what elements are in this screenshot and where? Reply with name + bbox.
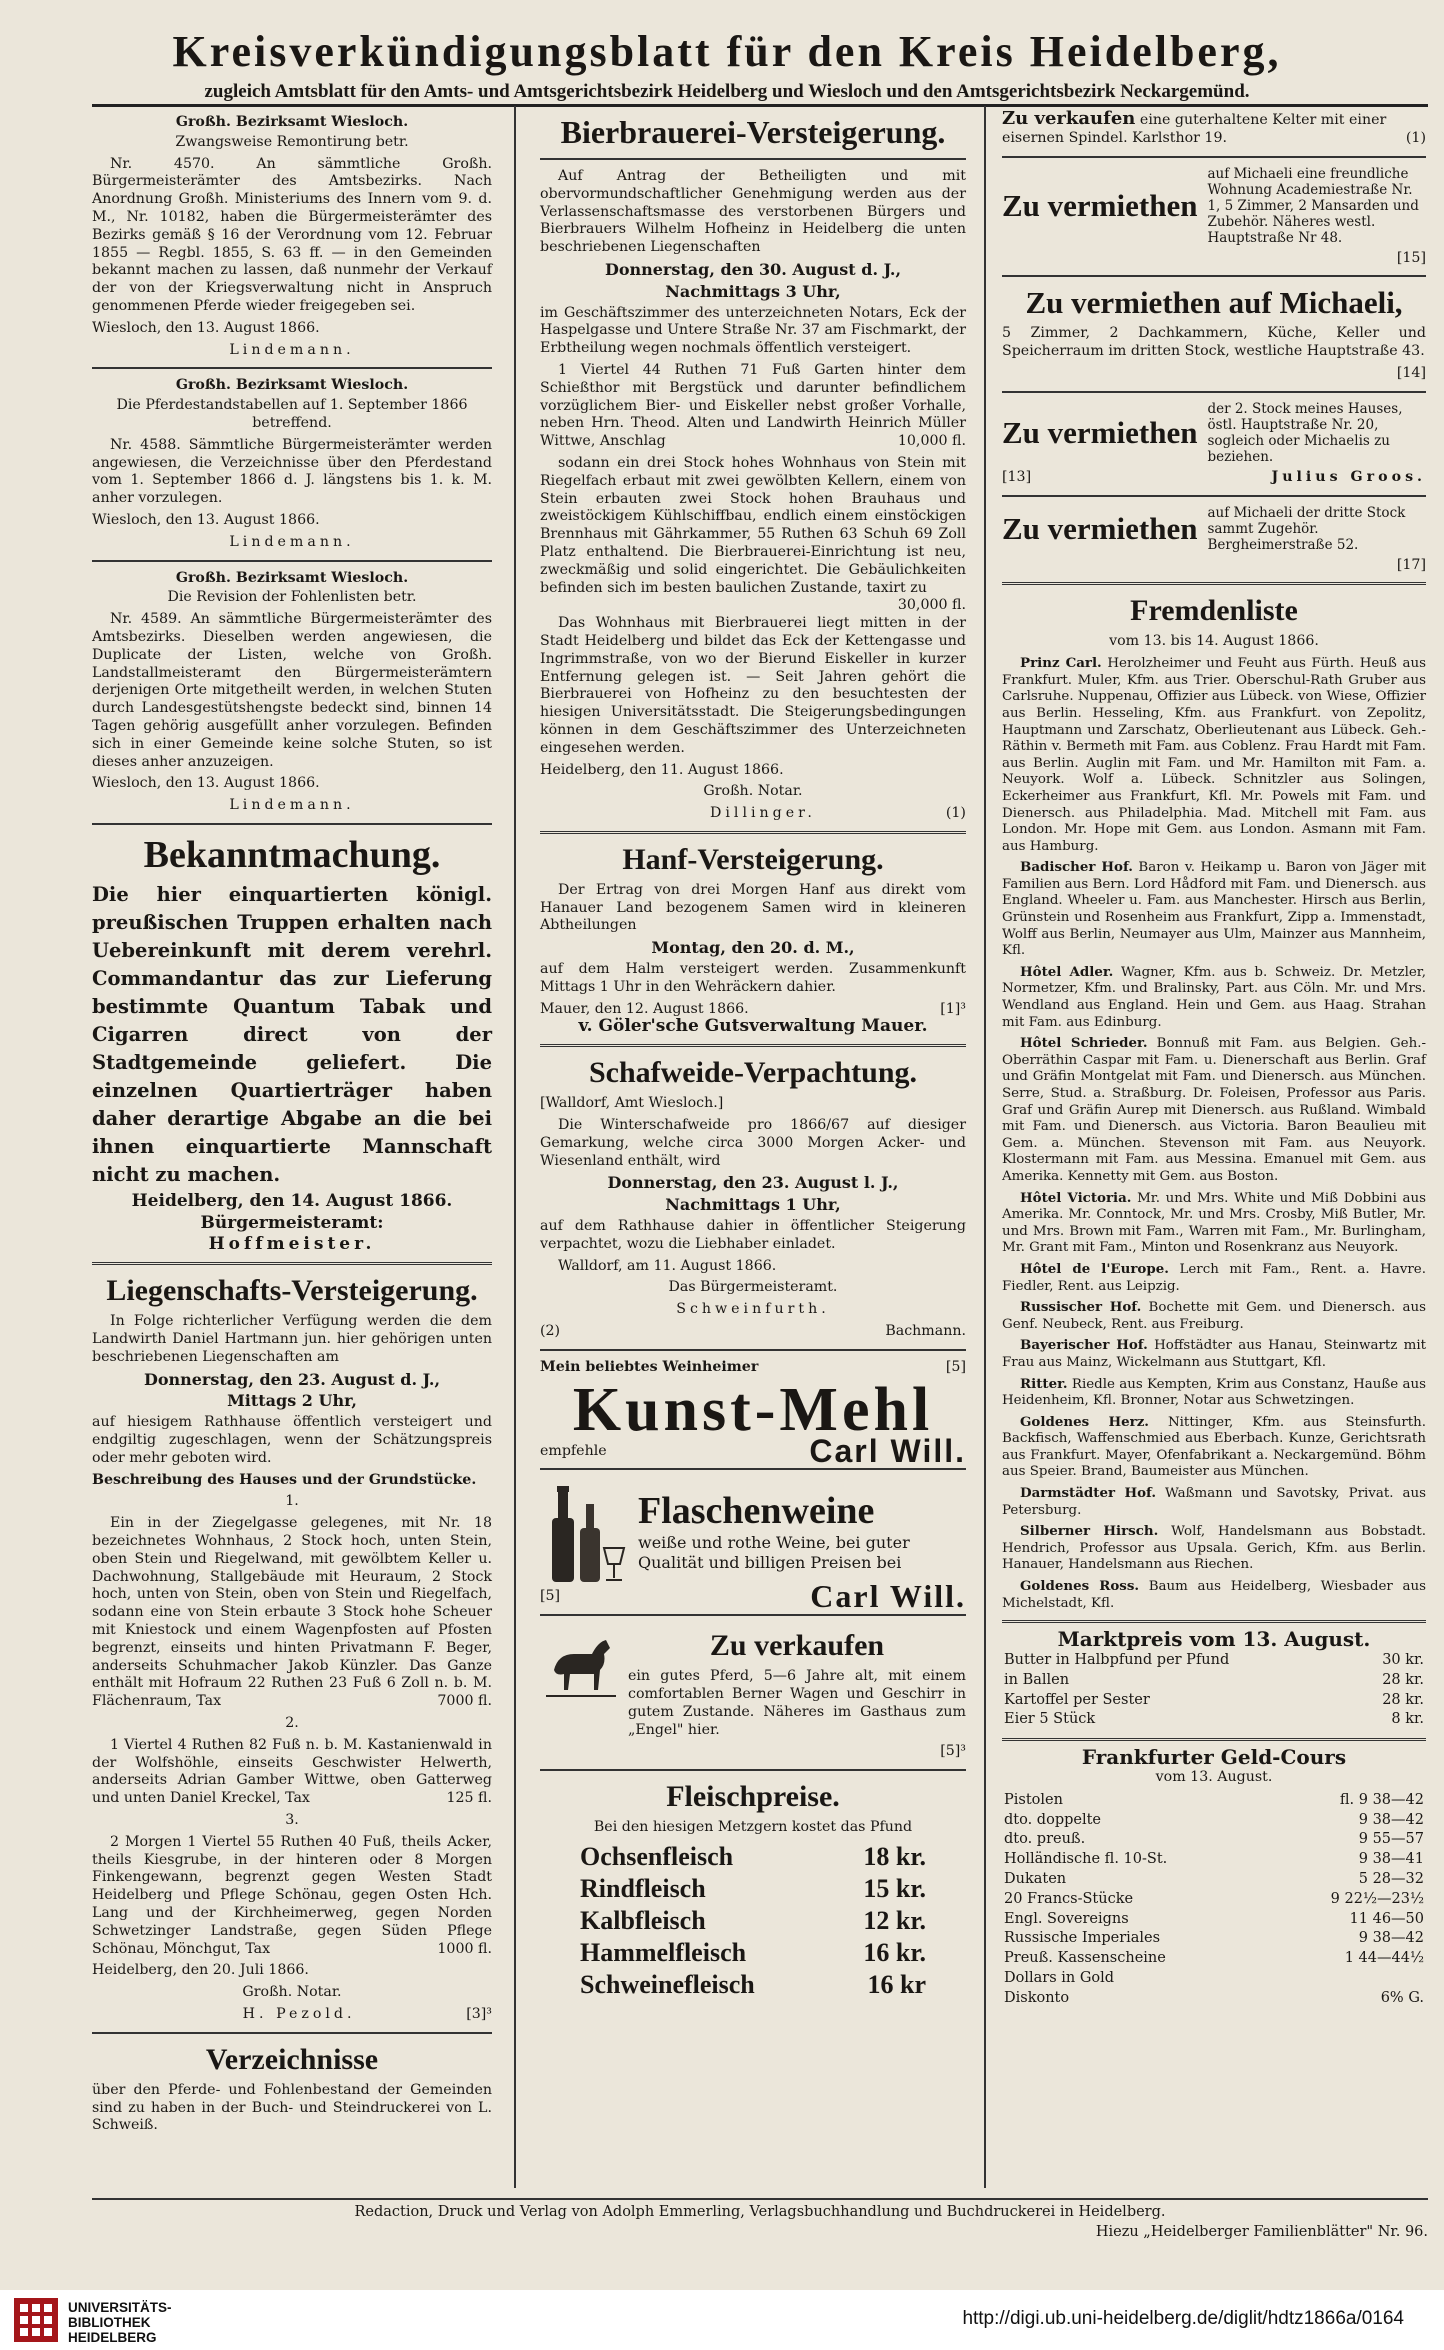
currency-rate-label: Diskonto: [1004, 1989, 1070, 2006]
divider: [540, 1769, 966, 1771]
imprint-footer: [92, 2198, 1428, 2244]
currency-rate-label: Pistolen: [1004, 1791, 1063, 1808]
notice-body: Nr. 4589. An sämmtliche Bürgermeisterämter des Amtsbezirks. Dieselben werden angewiesen, die Duplicate der Listen, welche von Großh. Landstallmeisteramt den Bürgermeisterämtern derjenigen Orte mitgetheilt werden, in welchen Stuten durch Landesgestütshengste bedeckt sind, binnen 14 Tagen gehörig ausgefüllt anher vorzulegen. Befinden sich in einer Gemeinde keine solche Stuten, so ist dieses anher anzuzeigen.: [92, 611, 492, 770]
pasture-lease-ref: (2): [540, 1323, 561, 1340]
meat-price: 16 kr: [867, 1970, 926, 1999]
guest-list-title: Fremdenliste: [1130, 594, 1298, 628]
table-row: [540, 1937, 966, 1969]
currency-rates-title: Frankfurter Geld-Cours: [1081, 1745, 1347, 1770]
divider: [540, 158, 966, 160]
table-row: [1002, 1910, 1426, 1930]
divider: [540, 831, 966, 834]
supplement-note: Hiezu „Heidelberger Familienblätter" Nr. 96.: [1095, 2224, 1428, 2240]
notice-body: Nr. 4570. An sämmtliche Großh. Bürgermeisterämter des Amtsbezirks. Nach Anordnung Großh. Ministeriums des Innern vom 9. d. M., Nr. 10182, haben die Bürgermeisterämter des Bezirks gemäß § 16 der Verordnung vom 12. Februar 1855 — Regbl. 1855, S. 63 ff. — in den Gemeinden bekannt machen zu lassen, daß nunmehr der Verkauf der von der Kriegsverwaltung nicht in Anspruch genommenen Pferde wieder freigegeben sei.: [92, 155, 492, 314]
divider: [92, 2032, 492, 2034]
table-row: [540, 1969, 966, 2001]
property-item-text: 1 Viertel 4 Ruthen 82 Fuß n. b. M. Kastanienwald in der Wolfshöhle, einseits Geschwister Helwerth, anderseits Adrian Gamber Wittwe, oben Gatterweg und unten Daniel Kreckel, Tax: [92, 1736, 492, 1807]
pasture-lease-day: Donnerstag, den 23. August l. J.,: [607, 1173, 899, 1193]
currency-rate-label: Preuß. Kassenscheine: [1004, 1950, 1166, 1967]
hemp-auction-body: Der Ertrag von drei Morgen Hanf aus direkt vom Hanauer Land bezogenem Samen wird in kleineren Abtheilungen: [540, 881, 966, 934]
property-auction-date: Heidelberg, den 20. Juli 1866.: [92, 1962, 309, 1979]
guest-list-entry: [1002, 964, 1426, 1031]
hemp-auction-signature: v. Göler'sche Gutsverwaltung Mauer.: [578, 1016, 928, 1037]
market-price-value: 30 kr.: [1382, 1652, 1424, 1669]
hemp-auction-ref: [1]³: [940, 1000, 966, 1017]
announcement-body: Die hier einquartierten königl. preußischen Truppen erhalten nach Uebereinkunft mit derem verehrl. Commandantur das zur Lieferung bestimmte Quantum Tabak und Cigarren direct von der Stadtgemeinde geliefert. Die einzelnen Quartierträger haben daher derartige Abgabe an die bei ihnen einquartierte Mannschaft nicht zu machen.: [92, 882, 492, 1186]
hotel-guests: Herolzheimer und Feuht aus Fürth. Heuß aus Frankfurt. Muler, Kfm. aus Trier. Oberschul-Rath Gruber aus Carlsruhe. Nuppenau, Offizier aus Lübeck. von Wiese, Offizier aus Berlin. Hesseling, Kfm. aus Frankfurt. von Zepolitz, Hauptmann und Zarschatz, Oberlieutenant aus Lübeck. Geh.-Räthin v. Bermeth mit Fam. aus Coblenz. Frau Hardt mit Fam. aus Berlin. Auglin mit Fam. und Mr. Hamilton mit Fam. a. Neuyork. Wolf a. Lübeck. Schnitzler aus Solingen, Eckerheimer aus Frankfurt, Kfl. Mr. Powels mit Fam. und Dienersch. aus Philadelphia. Mad. Mitchell mit Fam. aus London. Mr. Hope mit Gem. aus London. Asmann mit Fam. aus Hamburg.: [1002, 656, 1426, 854]
pasture-lease-title: Schafweide-Verpachtung.: [588, 1056, 918, 1090]
guest-list-entry: [1002, 1414, 1426, 1481]
guest-list-entry: [1002, 1337, 1426, 1371]
meat-prices-intro: Bei den hiesigen Metzgern kostet das Pfund: [593, 1819, 913, 1836]
divider: [1002, 391, 1426, 393]
property-item: [92, 1834, 492, 1959]
currency-rate-label: Holländische fl. 10-St.: [1004, 1851, 1168, 1868]
table-row: [1002, 1870, 1426, 1890]
brewery-auction-place: im Geschäftszimmer des unterzeichneten Notars, Eck der Haspelgasse und Untere Straße Nr. 37 am Fischmarkt, der Erbtheilung wegen nochmals öffentlich versteigert.: [540, 304, 966, 357]
currency-rate-value: 9 38—41: [1358, 1851, 1424, 1868]
property-item-price: 7000 fl.: [437, 1693, 492, 1710]
hotel-guests: Baum aus Heidelberg, Wiesbader aus Michelstadt, Kfl.: [1002, 1579, 1426, 1611]
currency-rate-value: 9 55—57: [1358, 1831, 1424, 1848]
column-left: [92, 110, 492, 2139]
meat-name: Schweinefleisch: [580, 1970, 755, 1999]
divider: [92, 367, 492, 369]
market-price-label: Kartoffel per Sester: [1004, 1691, 1150, 1708]
hemp-auction-date: Mauer, den 12. August 1866.: [540, 1000, 749, 1017]
horse-icon: [540, 1624, 620, 1704]
notice-heading: Großh. Bezirksamt Wiesloch.: [175, 377, 409, 394]
horse-sale-ref: [5]³: [940, 1743, 966, 1760]
library-bar: [0, 2290, 1444, 2350]
table-row: [1002, 1811, 1426, 1831]
notice-heading: Großh. Bezirksamt Wiesloch.: [175, 569, 409, 586]
meat-price: 18 kr.: [863, 1842, 926, 1871]
guest-list-entry: [1002, 1578, 1426, 1612]
flour-advert-line: Mein beliebtes Weinheimer: [540, 1358, 759, 1375]
pasture-lease-body: Die Winterschafweide pro 1866/67 auf diesiger Gemarkung, welche circa 3000 Morgen Acker- und Wiesenland enthält, wird: [540, 1117, 966, 1169]
table-row: [1002, 1651, 1426, 1671]
meat-name: Kalbfleisch: [580, 1906, 706, 1935]
brewery-auction-intro: Auf Antrag der Betheiligten und mit obervormundschaftlicher Genehmigung werden aus der Verlassenschaftsmasse des verstorbenen Bürgers und Bierbrauers Wilhelm Hofheinz in Heidelberg die unten beschriebenen Liegenschaften: [540, 168, 966, 256]
hotel-guests: Bonnuß mit Fam. aus Belgien. Geh.-Oberräthin Caspar mit Fam. u. Dienerschaft aus Berlin. Graf und Gräfin Montgelat mit Fam. und Dienersch. aus München. Serre, Stud. a. Straßburg. Dr. Foleisen, Professor aus Paris. Graf und Gräfin Aurep mit Dienersch. aus Rußland. Wimbald mit Fam. und Dienersch. aus Victoria. Baron Beaulieu mit Gem. a. München. Stevenson mit Fam. aus Neuyork. Klostermann mit Fam. aus Messina. Emanuel mit Gem. aus Amerika. Kennetty mit Gem. aus Boston.: [1002, 1036, 1426, 1184]
brewery-auction-time: Nachmittags 3 Uhr,: [665, 281, 841, 301]
guest-list: [1002, 655, 1426, 1612]
meat-price: 12 kr.: [863, 1906, 926, 1935]
library-name-line: BIBLIOTHEK: [68, 2315, 151, 2330]
press-sale-text: eine guterhaltene Kelter mit einer eisernen Spindel. Karlsthor 19.: [1002, 112, 1387, 146]
brewery-auction-day: Donnerstag, den 30. August d. J.,: [604, 259, 902, 279]
property-auction-conditions: auf hiesigem Rathhause öffentlich versteigert und endgiltig zugeschlagen, wenn der Schätzungspreis oder mehr geboten wird.: [92, 1414, 492, 1466]
pasture-lease-body-2: auf dem Rathhause dahier in öffentlicher Steigerung verpachtet, wozu die Liebhaber einladet.: [540, 1218, 966, 1252]
table-row: [1002, 1989, 1426, 2009]
column-divider: [984, 106, 986, 2188]
property-auction-signature: H. Pezold.: [242, 2005, 356, 2022]
divider: [1002, 582, 1426, 585]
table-row: [1002, 1890, 1426, 1910]
hotel-name: Russischer Hof.: [1020, 1299, 1142, 1316]
brewery-item-1-text: 1 Viertel 44 Ruthen 71 Fuß Garten hinter dem Schießthor mit Bergstück und darunter befindlichem vorzüglichem Bier- und Eiskeller nebst großer Vorhalle, neben Hrn. Theod. Alten und Landwirth Heinrich Müller Wittwe, Anschlag: [540, 361, 966, 450]
brewery-auction-body: Das Wohnhaus mit Bierbrauerei liegt mitten in der Stadt Heidelberg und bildet das Eck der Kettengasse und Ingrimmstraße, von wo der Bierund Eiskeller in kurzer Entfernung gelegen ist. — Seit Jahren gehört die Bierbrauerei von Hofheinz zu den besuchtesten der hiesigen Universitätsstadt. Die Steigerungsbedingungen können in dem Geschäftszimmer des Unterzeichneten eingesehen werden.: [540, 615, 966, 756]
rental-advert-3-signature: Julius Groos.: [1271, 468, 1426, 485]
hotel-guests: Riedle aus Kempten, Krim aus Constanz, Hauße aus Heidenheim, Kfl. Bronner, Notar aus Schwetzingen.: [1002, 1376, 1426, 1409]
divider: [540, 1044, 966, 1047]
brewery-auction-title: Bierbrauerei-Versteigerung.: [560, 114, 946, 150]
table-row: [540, 1873, 966, 1905]
guest-list-entry: [1002, 1523, 1426, 1574]
hemp-auction-body-2: auf dem Halm versteigert werden. Zusammenkunft Mittags 1 Uhr in den Wehräckern dahier.: [540, 961, 966, 995]
guest-list-entry: [1002, 859, 1426, 960]
hotel-name: Prinz Carl.: [1020, 655, 1102, 672]
brewery-item-2-price: 30,000 fl.: [897, 597, 966, 614]
guest-list-entry: [1002, 1376, 1426, 1410]
divider: [1002, 1620, 1426, 1623]
announcement-office: Bürgermeisteramt:: [200, 1212, 384, 1233]
wine-advert-body: weiße und rothe Weine, bei guter Qualität und billigen Preisen bei: [638, 1533, 910, 1573]
column-divider: [514, 106, 516, 2188]
hemp-auction-day: Montag, den 20. d. M.,: [651, 938, 855, 958]
brewery-item-2-text: sodann ein drei Stock hohes Wohnhaus von Stein mit Riegelfach erbaut mit zwei gewölbten Kellern, einem von Stein erbauten zwei Stock hohen Brauhaus und zweistöckigem Kühlschiffbau, endlich einem einstöckigen Brennhaus mit Gährkammer, 55 Ruthen 63 Schuh 69 Zoll Platz enthaltend. Die Bierbrauerei-Einrichtung ist neu, zweckmäßig und solid eingerichtet. Die Gebäulichkeiten befinden sich im besten baulichen Zustande, taxirt zu: [540, 454, 966, 596]
currency-rate-label: dto. doppelte: [1004, 1811, 1102, 1828]
announcement-signature: Hoffmeister.: [208, 1234, 376, 1255]
divider: [1002, 1738, 1426, 1741]
brewery-auction-signature: Dillinger.: [710, 805, 816, 822]
press-sale-heading: Zu verkaufen: [1002, 108, 1136, 129]
market-price-value: 8 kr.: [1391, 1711, 1424, 1728]
property-item: [92, 1515, 492, 1711]
announcement-title: Bekanntmachung.: [143, 833, 441, 876]
rental-advert-1-text: auf Michaeli eine freundliche Wohnung Academiestraße Nr. 1, 5 Zimmer, 2 Mansarden und Zubehör. Näheres westl. Hauptstraße Nr 48.: [1207, 165, 1419, 246]
currency-rate-label: Dukaten: [1004, 1871, 1067, 1887]
market-price-value: 28 kr.: [1382, 1691, 1424, 1708]
currency-rate-value: 5 28—32: [1358, 1871, 1424, 1887]
hotel-name: Hôtel Adler.: [1020, 963, 1114, 980]
rental-advert-3-heading: Zu vermiethen: [1002, 414, 1198, 450]
guest-list-entry: [1002, 1035, 1426, 1185]
horse-sale-advert: [540, 1624, 966, 1761]
hotel-name: Hôtel de l'Europe.: [1020, 1260, 1169, 1277]
hotel-name: Bayerischer Hof.: [1020, 1337, 1148, 1354]
property-item-number: 3.: [285, 1812, 299, 1828]
column-right: [1002, 110, 1426, 2009]
table-row: [1002, 1850, 1426, 1870]
currency-rate-value: 9 22½—23½: [1330, 1890, 1424, 1907]
pasture-lease-clerk: Bachmann.: [885, 1323, 966, 1340]
hotel-name: Ritter.: [1020, 1375, 1068, 1392]
meat-prices-title: Fleischpreise.: [666, 1780, 840, 1814]
currency-rate-value: 11 46—50: [1349, 1910, 1424, 1927]
pasture-lease-place: [Walldorf, Amt Wiesloch.]: [540, 1095, 724, 1112]
announcement-date: Heidelberg, den 14. August 1866.: [131, 1190, 453, 1211]
divider: [92, 1262, 492, 1265]
divider: [92, 823, 492, 825]
currency-rate-label: Russische Imperiales: [1004, 1930, 1161, 1947]
market-price-label: Butter in Halbpfund per Pfund: [1004, 1652, 1230, 1669]
imprint-text: Redaction, Druck und Verlag von Adolph Emmerling, Verlagsbuchhandlung und Buchdruckerei in Heidelberg.: [354, 2204, 1166, 2220]
property-auction-intro: In Folge richterlicher Verfügung werden die dem Landwirth Daniel Hartmann jun. hier gehörigen unten beschriebenen Liegenschaften am: [92, 1313, 492, 1365]
hotel-name: Hôtel Victoria.: [1020, 1189, 1132, 1206]
hotel-name: Darmstädter Hof.: [1020, 1485, 1156, 1502]
currency-rate-label: dto. preuß.: [1004, 1831, 1086, 1848]
guest-list-entry: [1002, 655, 1426, 855]
guest-list-entry: [1002, 1190, 1426, 1257]
masthead: [60, 26, 1394, 103]
currency-rate-value: [1270, 1969, 1426, 1989]
notice-subject: Die Revision der Fohlenlisten betr.: [167, 589, 417, 606]
registers-title: Verzeichnisse: [205, 2042, 379, 2076]
pasture-lease-office: Das Bürgermeisteramt.: [668, 1279, 838, 1296]
market-price-title: Marktpreis vom 13. August.: [1057, 1627, 1371, 1652]
table-row: [1002, 1671, 1426, 1691]
table-row: [1002, 1791, 1426, 1811]
property-item-number: 2.: [285, 1715, 299, 1732]
table-row: [540, 1841, 966, 1873]
hotel-guests: Wagner, Kfm. aus b. Schweiz. Dr. Metzler, Normetzer, Kfm. und Bralinsky, Part. aus Cöln. Mr. und Mrs. Wendland aus England. Hein und Gem. aus Haag. Strahan mit Fam. aus Edinburg.: [1002, 964, 1426, 1030]
divider: [540, 1614, 966, 1616]
rental-advert-1: [1002, 166, 1426, 246]
hotel-guests: Lerch mit Fam., Rent. a. Havre. Fiedler, Rent. aus Leipzig.: [1002, 1261, 1426, 1294]
currency-rate-value: 1 44—44½: [1344, 1950, 1424, 1967]
hotel-guests: Mr. und Mrs. White und Miß Dobbini aus Amerika. Mr. Conntock, Mr. und Mrs. Crosby, Miß Butler, Mr. und Mrs. Brown mit Fam., Warren mit Fam., Mr. Burlingham, Mr. Grant mit Fam., Minton und Rosenkranz aus Neuyork.: [1002, 1190, 1426, 1256]
library-name-line: HEIDELBERG: [68, 2330, 157, 2345]
brewery-auction-date: Heidelberg, den 11. August 1866.: [540, 761, 784, 778]
divider: [1002, 275, 1426, 277]
flour-advert-name: Carl Will.: [809, 1432, 966, 1469]
notice-date: Wiesloch, den 13. August 1866.: [92, 511, 320, 528]
rental-advert-1-heading: Zu vermiethen: [1002, 187, 1198, 223]
currency-rate-value: fl. 9 38—42: [1339, 1791, 1424, 1808]
hotel-name: Hôtel Schrieder.: [1020, 1035, 1148, 1052]
currency-rates-date: vom 13. August.: [1155, 1769, 1273, 1786]
hotel-name: Badischer Hof.: [1020, 859, 1133, 876]
masthead-subtitle: zugleich Amtsblatt für den Amts- und Amtsgerichtsbezirk Heidelberg und Wiesloch und den Amtsgerichtsbezirk Neckargemünd.: [204, 81, 1250, 102]
property-auction-ref: [3]³: [466, 2005, 492, 2022]
hotel-name: Silberner Hirsch.: [1020, 1523, 1159, 1540]
hotel-guests: Baron v. Heikamp u. Baron von Jäger mit Familien aus Bern. Lord Hådford mit Fam. und Dienersch. aus England. Wheeler u. Fam. aus Manchester. Hirsch aus Berlin, Grünstein und Rosenheim aus Frankfurt, Zipp a. Immenstadt, Wolff aus Berlin, Neumayer aus Ulm, Mainzer aus Mannheim, Kfl.: [1002, 860, 1426, 959]
brewery-item-2: [540, 454, 966, 614]
currency-rate-label: Engl. Sovereigns: [1004, 1910, 1129, 1927]
horse-sale-body: ein gutes Pferd, 5—6 Jahre alt, mit einem comfortablen Berner Wagen und Geschirr in gutem Zustande. Näheres im Gasthaus zum „Engel" hier.: [628, 1668, 966, 1738]
guest-list-dates: vom 13. bis 14. August 1866.: [1109, 633, 1319, 650]
table-row: [540, 1905, 966, 1937]
currency-rate-value: 9 38—42: [1358, 1930, 1424, 1947]
property-description-heading: Beschreibung des Hauses und der Grundstücke.: [92, 1471, 477, 1488]
notice-subject: Zwangsweise Remontirung betr.: [175, 133, 409, 150]
brewery-auction-office: Großh. Notar.: [703, 783, 803, 800]
property-item-text: 2 Morgen 1 Viertel 55 Ruthen 40 Fuß, theils Acker, theils Kiesgrube, in der hinteren oder 8 Morgen Finkengewann, begrenzt gegen Westen Stadt Heidelberg und Pflege Schönau, gegen Osten Hch. Lang und der Kirchheimerweg, gegen Norden Schwetzinger Landstraße, gegen Süden Pflege Schönau, Mönchgut, Tax: [92, 1833, 492, 1957]
hotel-name: Goldenes Ross.: [1020, 1578, 1140, 1595]
divider: [540, 1468, 966, 1470]
currency-rate-label: Dollars in Gold: [1004, 1969, 1115, 1986]
divider: [1002, 156, 1426, 158]
property-auction-day: Donnerstag, den 23. August d. J.,: [143, 1369, 441, 1389]
top-rule: [92, 104, 1428, 107]
divider: [1002, 495, 1426, 497]
pasture-lease-time: Nachmittags 1 Uhr,: [665, 1195, 841, 1215]
hemp-auction-title: Hanf-Versteigerung.: [622, 842, 884, 876]
hotel-guests: Waßmann und Savotsky, Privat. aus Petersburg.: [1002, 1486, 1426, 1518]
notice-date: Wiesloch, den 13. August 1866.: [92, 775, 320, 792]
pasture-lease-date: Walldorf, am 11. August 1866.: [558, 1257, 777, 1274]
meat-name: Ochsenfleisch: [580, 1842, 734, 1871]
library-name: [68, 2300, 172, 2345]
property-item-price: 1000 fl.: [437, 1940, 492, 1957]
rental-advert-4-heading: Zu vermiethen: [1002, 510, 1198, 546]
table-row: [1002, 1691, 1426, 1711]
rental-advert-3-ref: [13]: [1002, 468, 1032, 485]
flour-advert: [540, 1358, 966, 1469]
library-name-line: UNIVERSITÄTS-: [68, 2300, 172, 2315]
currency-rate-value: 6% G.: [1380, 1989, 1424, 2006]
brewery-item-1-price: 10,000 fl.: [897, 433, 966, 450]
column-middle: [540, 110, 966, 2001]
rental-advert-2-ref: [14]: [1396, 364, 1426, 381]
press-sale-ref: (1): [1405, 129, 1426, 146]
rental-advert-4-text: auf Michaeli der dritte Stock sammt Zugehör. Bergheimerstraße 52.: [1207, 504, 1406, 553]
guest-list-entry: [1002, 1485, 1426, 1519]
table-row: [1002, 1830, 1426, 1850]
table-row: [1002, 1949, 1426, 1969]
notice-body: Nr. 4588. Sämmtliche Bürgermeisterämter werden angewiesen, die Verzeichnisse über den Pferdestand vom 1. September 1866 d. J. längstens bis 1. k. M. anher vorzulegen.: [92, 436, 492, 507]
registers-body: über den Pferde- und Fohlenbestand der Gemeinden sind zu haben in der Buch- und Steindruckerei von L. Schweiß.: [92, 2081, 492, 2134]
press-sale-advert: [1002, 110, 1426, 148]
property-list: [92, 1493, 492, 1958]
market-price-table: [1002, 1651, 1426, 1730]
rental-advert-3: [1002, 401, 1426, 465]
property-item: [92, 1737, 492, 1808]
rental-advert-2-heading: Zu vermiethen auf Michaeli,: [1025, 285, 1403, 321]
hotel-name: Goldenes Herz.: [1020, 1413, 1149, 1430]
rental-advert-3-text: der 2. Stock meines Hauses, östl. Hauptstraße Nr. 20, sogleich oder Michaelis zu beziehen.: [1207, 400, 1403, 465]
rental-advert-4: [1002, 505, 1426, 553]
meat-prices-table: [540, 1841, 966, 2001]
rental-advert-4-ref: [17]: [1396, 556, 1426, 573]
university-library-logo-icon: [14, 2298, 58, 2342]
wine-advert-title: Flaschenweine: [638, 1490, 875, 1533]
market-price-label: Eier 5 Stück: [1004, 1711, 1096, 1728]
hotel-guests: Hoffstädter aus Hanau, Steinwartz mit Frau aus Mainz, Wickelmann aus Stuttgart, Kfl.: [1002, 1338, 1427, 1370]
currency-rate-value: 9 38—42: [1358, 1811, 1424, 1828]
property-item-text: Ein in der Ziegelgasse gelegenes, mit Nr. 18 bezeichnetes Wohnhaus, 2 Stock hoch, unten Stein, oben Stein und Riegelwand, mit gewölbtem Keller u. Dachwohnung, Stallgebäude mit Heuraum, 2 Stock hoch, unten von Stein, oben von Stein und Riegelfach, sodann eine von Stein erbaute 3 Stock hohe Scheuer mit Kniestock und einem Wagenpfosten auf Pfosten begrenzt, einseits und hinten Privatmann F. Beger, anderseits Schuhmacher Jakob Künzler. Das Ganze enthält mit Hofraum 22 Ruthen 23 Fuß 6 Zoll n. b. M. Flächenraum, Tax: [92, 1515, 492, 1710]
currency-rate-label: 20 Francs-Stücke: [1004, 1890, 1134, 1907]
meat-name: Rindfleisch: [580, 1874, 706, 1903]
wine-advert-name: Carl Will.: [810, 1578, 966, 1615]
meat-price: 16 kr.: [863, 1938, 926, 1967]
market-price-value: 28 kr.: [1382, 1671, 1424, 1688]
notice-signature: Lindemann.: [229, 797, 355, 814]
flour-advert-recommend: empfehle: [540, 1442, 607, 1459]
guest-list-entry: [1002, 1261, 1426, 1295]
divider: [540, 1349, 966, 1351]
wine-advert: [540, 1478, 966, 1615]
rental-advert-2-text: 5 Zimmer, 2 Dachkammern, Küche, Keller und Speicherraum im dritten Stock, westliche Hauptstraße 43.: [1002, 325, 1426, 360]
meat-name: Hammelfleisch: [580, 1938, 747, 1967]
table-row: [1002, 1969, 1426, 1989]
property-item-number: 1.: [285, 1493, 299, 1510]
notice-subject: Die Pferdestandstabellen auf 1. September 1866 betreffend.: [116, 397, 468, 431]
horse-sale-title: Zu verkaufen: [709, 1629, 885, 1663]
notice-date: Wiesloch, den 13. August 1866.: [92, 319, 320, 336]
guest-list-entry: [1002, 1299, 1426, 1333]
currency-rates-table: [1002, 1791, 1426, 2009]
hotel-guests: Bochette mit Gem. und Dienersch. aus Genf. Neubeck, Rent. aus Freiburg.: [1002, 1300, 1426, 1332]
table-row: [1002, 1710, 1426, 1730]
property-auction-title: Liegenschafts-Versteigerung.: [106, 1274, 478, 1308]
rental-advert-1-ref: [15]: [1396, 249, 1426, 266]
property-auction-time: Mittags 2 Uhr,: [227, 1391, 357, 1411]
wine-bottles-icon: [540, 1478, 630, 1588]
meat-price: 15 kr.: [863, 1874, 926, 1903]
brewery-item-1: [540, 362, 966, 451]
flour-advert-title: Kunst-Mehl: [572, 1375, 934, 1444]
divider: [92, 560, 492, 562]
pasture-lease-signature: Schweinfurth.: [676, 1301, 830, 1318]
hotel-guests: Wolf, Handelsmann aus Bobstadt. Hendrich, Professor aus Upsala. Gerich, Kfm. aus Berlin. Hanauer, Handelsmann aus Riechen.: [1002, 1524, 1426, 1573]
notice-signature: Lindemann.: [229, 341, 355, 358]
source-url-link[interactable]: http://digi.ub.uni-heidelberg.de/diglit/hdtz1866a/0164: [962, 2308, 1404, 2329]
hotel-guests: Nittinger, Kfm. aus Steinsfurth. Backfisch, Waffenschmied aus Eberbach. Kunze, Gerichtsrath aus Frankfurt. Mayer, Ofenfabrikant a. Neckargemünd. Böhm aus Speier. Brand, Baumeister aus München.: [1002, 1414, 1427, 1480]
flour-advert-ref: [5]: [945, 1358, 966, 1375]
wine-advert-ref: [5]: [540, 1588, 561, 1605]
market-price-label: in Ballen: [1004, 1671, 1070, 1688]
property-item-price: 125 fl.: [446, 1790, 492, 1807]
notice-signature: Lindemann.: [229, 533, 355, 550]
masthead-title: Kreisverkündigungsblatt für den Kreis Heidelberg,: [172, 27, 1282, 76]
table-row: [1002, 1929, 1426, 1949]
notice-heading: Großh. Bezirksamt Wiesloch.: [175, 114, 409, 130]
property-auction-office: Großh. Notar.: [242, 1984, 342, 2001]
brewery-auction-ref: (1): [945, 805, 966, 822]
